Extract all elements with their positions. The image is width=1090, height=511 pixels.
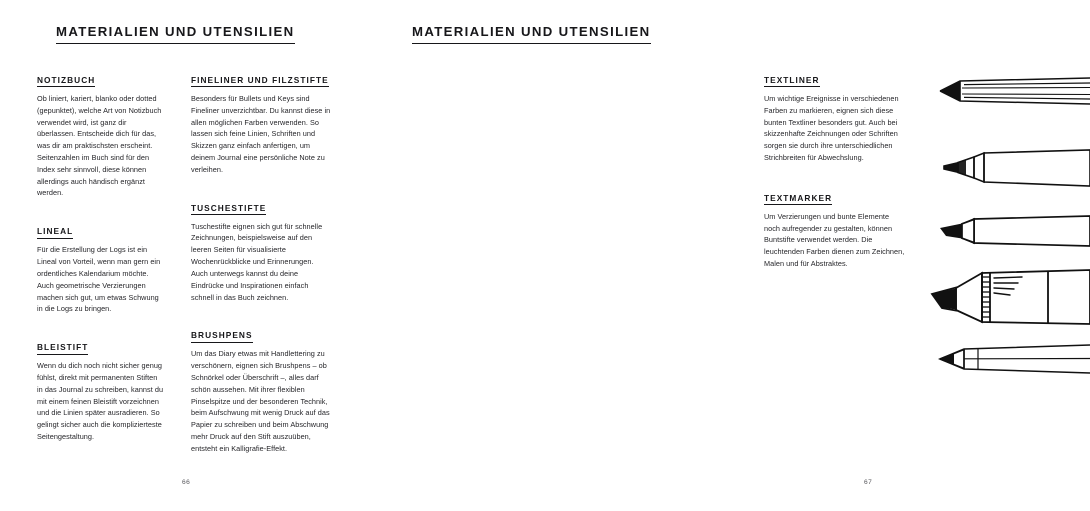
section-title-brushpens: BRUSHPENS bbox=[191, 331, 253, 342]
section-title-textliner: TEXTLINER bbox=[764, 76, 820, 87]
pen-illustrations-group bbox=[920, 60, 1090, 360]
section-textliner bbox=[764, 70, 907, 164]
section-title-bleistift: BLEISTIFT bbox=[37, 343, 88, 354]
left-page bbox=[0, 0, 360, 511]
pencil-illustration bbox=[938, 74, 1090, 108]
section-body-lineal: Für die Erstellung der Logs ist ein Lineal von Vorteil, wenn man gern ein ordentliches Kalendarium möchte. Auch geometrische Verzierungen machen sich gut, um etwas Schwung in die Logs zu bringen. bbox=[37, 245, 161, 314]
section-body-bleistift: Wenn du dich noch nicht sicher genug fühlst, direkt mit permanenten Stiften in das Journal zu schreiben, kannst du mit einem feinen Bleistift vorzeichnen und die Linien später ausradieren. So gelingt sicher auch die komplizierteste Seitengestaltung. bbox=[37, 361, 164, 442]
section-body-textliner: Um wichtige Ereignisse in verschiedenen Farben zu markieren, eignen sich diese bunten Textliner besonders gut. Auch bei skizzenhafte Zeichnungen oder Schriften sorgen sie durch ihre unterschiedlichen Strichbreiten für Abwechslung. bbox=[764, 93, 899, 163]
running-head-left: MATERIALIEN UND UTENSILIEN bbox=[56, 24, 295, 44]
section-body-textmarker: Um Verzierungen und bunte Elemente noch aufregender zu gestalten, können Buntstifte verwendet werden. Die leuchtenden Farben dienen zum Zeichnen, Malen und für Abstraktes. bbox=[764, 211, 905, 269]
section-brushpens bbox=[191, 325, 331, 454]
fineliner-illustration bbox=[936, 144, 1090, 192]
section-title-fineliner-und-filzstifte: FINELINER UND FILZSTIFTE bbox=[191, 76, 329, 87]
left-page-columns bbox=[37, 70, 331, 455]
left-column-two bbox=[191, 70, 331, 455]
left-column-one bbox=[37, 70, 164, 455]
section-body-brushpens: Um das Diary etwas mit Handlettering zu verschönern, eignen sich Brushpens – ob Schnörkel oder Überschrift –, alles darf schön aussehen. Mit ihrer flexiblen Pinselspitze und der besonderen Technik, beim Aufschwung mit wenig Druck auf das Papier zu schreiben und beim Abschwung mehr Druck auf den Stift auszuüben, entsteht ein Kalligrafie-Effekt. bbox=[191, 349, 330, 453]
section-notizbuch bbox=[37, 70, 164, 199]
section-tuschestifte bbox=[191, 198, 331, 304]
right-page bbox=[360, 0, 905, 511]
section-fineliner-und-filzstifte bbox=[191, 70, 331, 176]
right-page-text-column bbox=[764, 70, 907, 294]
section-body-fineliner-und-filzstifte: Besonders für Bullets und Keys sind Fineliner unverzichtbar. Du kannst diese in allen möglichen Farben verwenden. So lassen sich feine Linien, Schriften und Skizzen ganz einfach anfertigen, um deinem Journal eine persönliche Note zu verleihen. bbox=[191, 93, 331, 174]
colored-pencil-illustration bbox=[938, 342, 1090, 376]
section-title-textmarker: TEXTMARKER bbox=[764, 194, 832, 205]
section-title-notizbuch: NOTIZBUCH bbox=[37, 76, 95, 87]
running-head-right: MATERIALIEN UND UTENSILIEN bbox=[412, 24, 651, 44]
page-number-right: 67 bbox=[864, 479, 873, 486]
section-lineal bbox=[37, 221, 164, 315]
section-textmarker bbox=[764, 188, 907, 270]
section-body-notizbuch: Ob liniert, kariert, blanko oder dotted (gepunktet), welche Art von Notizbuch verwendet wird, ist ganz dir überlassen. Entscheide dich für das, was dir am praktischsten erscheint. Seitenzahlen im Buch sind für den Index sehr sinnvoll, diese können allerdings auch händisch ergänzt werden. bbox=[37, 93, 162, 198]
page-number-left: 66 bbox=[182, 479, 191, 486]
section-body-tuschestifte: Tuschestifte eignen sich gut für schnelle Zeichnungen, beispielsweise auf den leeren Seiten für visualisierte Wochenrückblicke und Erinnerungen. Auch unterwegs kannst du deine Eindrücke und Inspirationen einfach schnell in das Buch zeichnen. bbox=[191, 221, 323, 302]
section-title-tuschestifte: TUSCHESTIFTE bbox=[191, 204, 266, 215]
section-title-lineal: LINEAL bbox=[37, 227, 73, 238]
section-bleistift bbox=[37, 337, 164, 443]
brushpen-illustration bbox=[936, 212, 1090, 254]
highlighter-illustration bbox=[928, 266, 1090, 336]
